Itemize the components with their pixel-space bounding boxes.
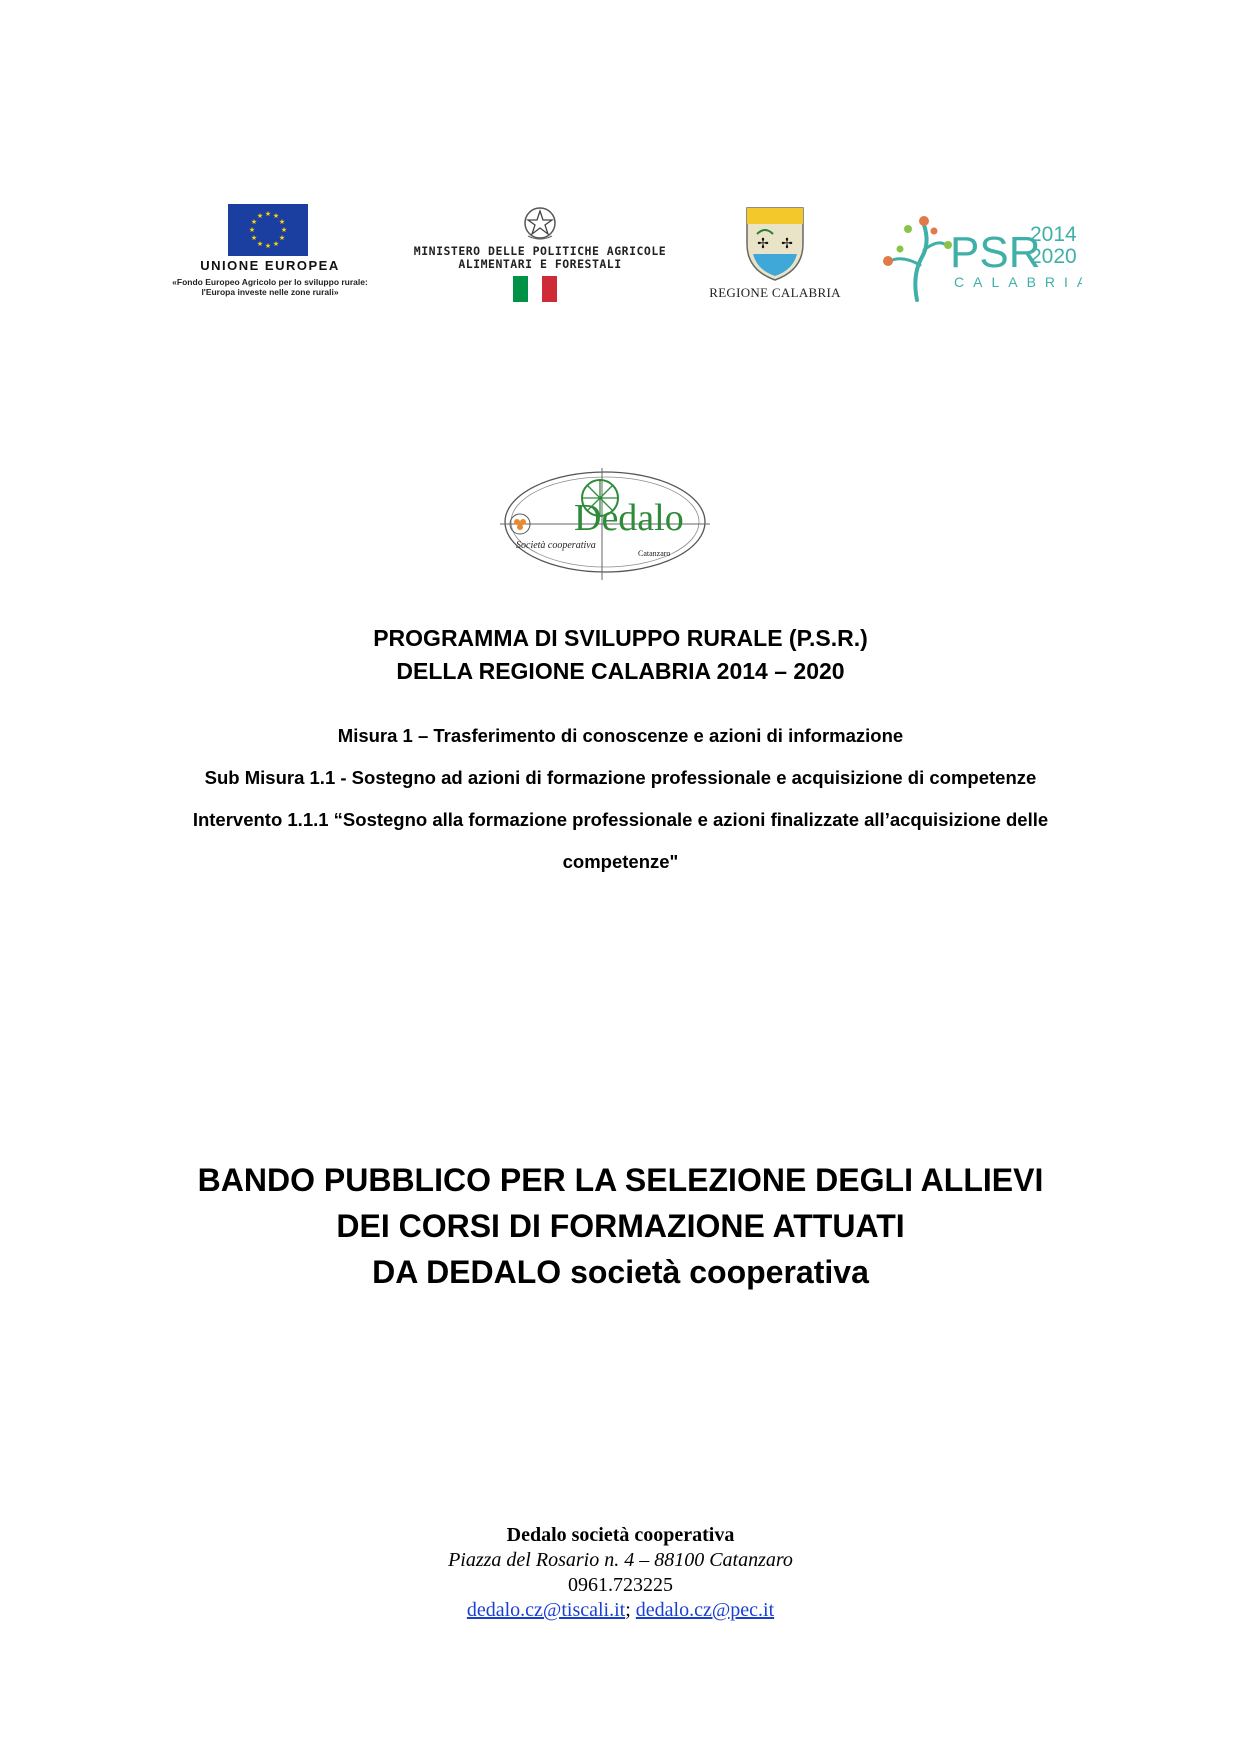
psr-acronym: PSR — [950, 228, 1041, 277]
programme-title-line2: DELLA REGIONE CALABRIA 2014 – 2020 — [396, 658, 845, 684]
svg-text:★: ★ — [248, 226, 256, 234]
psr-logo — [872, 205, 1082, 305]
eu-subtitle-line2: l'Europa investe nelle zone rurali» — [201, 287, 339, 297]
dedalo-name: Dedalo — [574, 497, 684, 539]
ministry-title-line2: ALIMENTARI E FORESTALI — [458, 257, 622, 271]
dedalo-city: Catanzaro — [638, 549, 671, 558]
regione-calabria-title: REGIONE CALABRIA — [709, 285, 841, 300]
svg-text:★: ★ — [264, 210, 272, 218]
regione-calabria-shield-icon — [743, 204, 807, 282]
svg-text:★: ★ — [264, 242, 272, 250]
svg-text:★: ★ — [278, 234, 286, 242]
psr-region: CALABRIA — [954, 274, 1082, 290]
svg-text:✢: ✢ — [781, 236, 793, 252]
svg-text:★: ★ — [256, 240, 264, 248]
dedalo-subtitle: Società cooperativa — [516, 540, 596, 551]
email-separator: ; — [625, 1599, 631, 1621]
svg-text:★: ★ — [272, 240, 280, 248]
svg-text:★: ★ — [278, 218, 286, 226]
bando-title-line1: BANDO PUBBLICO PER LA SELEZIONE DEGLI ALLIEVI — [197, 1162, 1044, 1198]
svg-text:★: ★ — [250, 234, 258, 242]
org-name: Dedalo società cooperativa — [506, 1524, 735, 1546]
intervento-text-line2: competenze" — [562, 851, 679, 872]
eu-title: UNIONE EUROPEA — [200, 258, 340, 273]
measure-block — [0, 715, 1241, 883]
org-address: Piazza del Rosario n. 4 – 88100 Catanzaro — [448, 1549, 793, 1571]
italian-republic-emblem-icon — [522, 204, 558, 242]
psr-tree-icon — [883, 216, 952, 300]
eu-subtitle-line1: «Fondo Europeo Agricolo per lo sviluppo rurale: — [172, 277, 368, 287]
eu-subtitle — [140, 277, 400, 297]
org-phone: 0961.723225 — [568, 1574, 673, 1596]
ministry-title-line1: MINISTERO DELLE POLITICHE AGRICOLE — [413, 244, 667, 258]
italian-flag-logo — [513, 276, 557, 302]
email-link-tiscali[interactable]: dedalo.cz@tiscali.it — [466, 1599, 626, 1621]
ministry-title — [395, 245, 685, 271]
svg-text:★: ★ — [256, 212, 264, 220]
eu-stars-icon — [228, 204, 308, 256]
flag-red-stripe — [542, 276, 557, 302]
sub-misura-text: Sub Misura 1.1 - Sostegno ad azioni di formazione professionale e acquisizione di competenze — [204, 767, 1037, 788]
bando-title — [0, 1157, 1241, 1295]
svg-text:★: ★ — [250, 218, 258, 226]
psr-years-bottom: 2020 — [1030, 245, 1077, 268]
org-emails — [0, 1598, 1241, 1623]
svg-text:★: ★ — [272, 212, 280, 220]
svg-text:★: ★ — [280, 226, 288, 234]
eu-flag-logo — [228, 204, 308, 256]
email-link-pec[interactable]: dedalo.cz@pec.it — [635, 1599, 775, 1621]
bando-title-line3: DA DEDALO società cooperativa — [372, 1254, 869, 1290]
programme-title — [0, 622, 1241, 688]
bando-title-line2: DEI CORSI DI FORMAZIONE ATTUATI — [336, 1208, 905, 1244]
flag-white-stripe — [528, 276, 543, 302]
contact-block — [0, 1523, 1241, 1623]
misura-text: Misura 1 – Trasferimento di conoscenze e azioni di informazione — [337, 725, 904, 746]
dedalo-logo — [500, 462, 710, 582]
programme-title-line1: PROGRAMMA DI SVILUPPO RURALE (P.S.R.) — [373, 625, 868, 651]
psr-years-top: 2014 — [1030, 223, 1077, 246]
flag-green-stripe — [513, 276, 528, 302]
intervento-text-line1: Intervento 1.1.1 “Sostegno alla formazione professionale e azioni finalizzate all’acquisizione delle — [192, 809, 1049, 830]
svg-text:✢: ✢ — [757, 236, 769, 252]
